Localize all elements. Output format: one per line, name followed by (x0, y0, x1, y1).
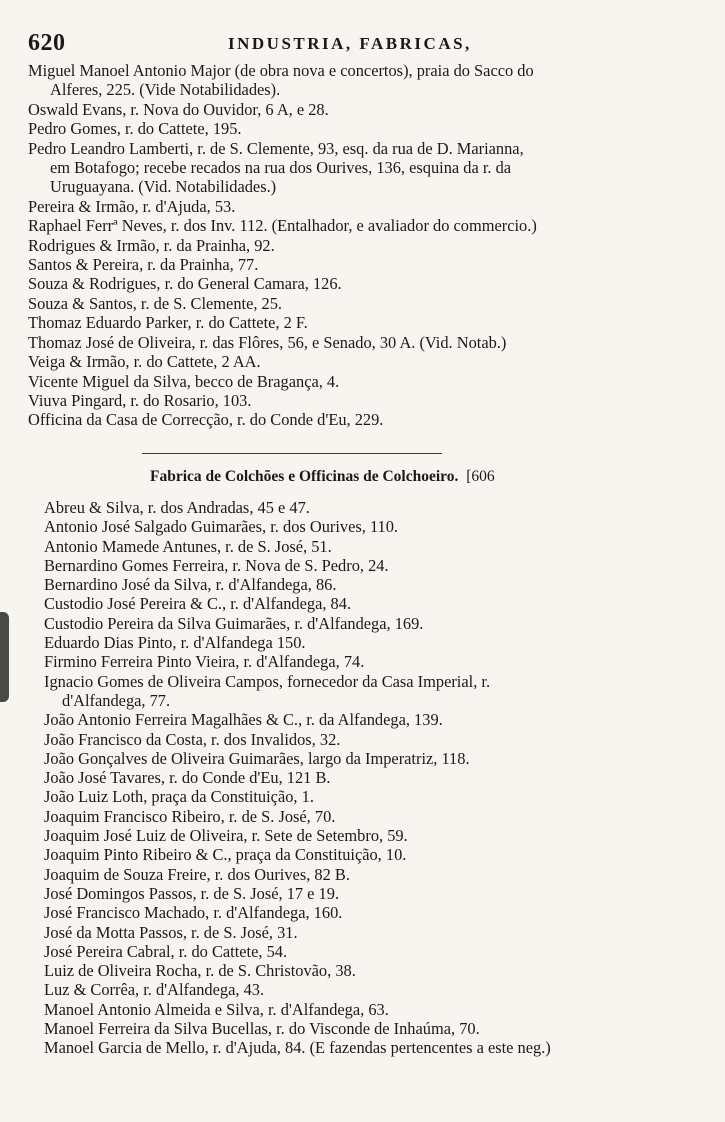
entry-line: João Gonçalves de Oliveira Guimarães, largo da Imperatriz, 118. (44, 748, 470, 768)
section-heading-title: Fabrica de Colchões e Officinas de Colchoeiro. (150, 468, 459, 485)
directory-entry (44, 768, 684, 787)
directory-entry (44, 730, 684, 749)
entry-line: Ignacio Gomes de Oliveira Campos, fornecedor da Casa Imperial, r. (44, 671, 491, 691)
entry-line: Thomaz Eduardo Parker, r. do Cattete, 2 F. (28, 313, 308, 333)
directory-entry (44, 961, 684, 980)
directory-entry (44, 556, 684, 575)
directory-entry (44, 884, 684, 903)
entry-continuation-line: Uruguayana. (Vid. Notabilidades.) (50, 177, 277, 197)
directory-entry (28, 216, 678, 235)
directory-entry (44, 537, 684, 556)
directory-entry (44, 980, 684, 999)
entry-line: Santos & Pereira, r. da Prainha, 77. (28, 255, 259, 275)
running-title: INDUSTRIA, FABRICAS, (228, 34, 472, 53)
entry-line: Manoel Garcia de Mello, r. d'Ajuda, 84. (E fazendas pertencentes a este neg.) (44, 1038, 551, 1058)
entry-line: Thomaz José de Oliveira, r. das Flôres, 56, e Senado, 30 A. (Vid. Notab.) (28, 332, 507, 352)
entry-line: Luz & Corrêa, r. d'Alfandega, 43. (44, 980, 265, 1000)
directory-entry (28, 333, 678, 352)
entry-line: Raphael Ferrª Neves, r. dos Inv. 112. (Entalhador, e avaliador do commercio.) (28, 216, 537, 236)
directory-entry (28, 61, 678, 100)
directory-entry (44, 594, 684, 613)
directory-entry (28, 236, 678, 255)
entry-continuation-line: d'Alfandega, 77. (62, 690, 171, 710)
entry-line: Custodio José Pereira & C., r. d'Alfandega, 84. (44, 594, 352, 614)
entry-line: Firmino Ferreira Pinto Vieira, r. d'Alfandega, 74. (44, 652, 365, 672)
entry-line: João Luiz Loth, praça da Constituição, 1. (44, 787, 314, 807)
directory-entry (28, 294, 678, 313)
section-divider (142, 453, 442, 454)
entry-line: José da Motta Passos, r. de S. José, 31. (44, 922, 298, 942)
entry-line: Joaquim Francisco Ribeiro, r. de S. José, 70. (44, 806, 336, 826)
entry-line: Antonio Mamede Antunes, r. de S. José, 51. (44, 536, 332, 556)
directory-entry (44, 923, 684, 942)
entry-line: João Antonio Ferreira Magalhães & C., r. da Alfandega, 139. (44, 710, 443, 730)
directory-entry (44, 498, 684, 517)
directory-entry (28, 197, 678, 216)
entry-line: Eduardo Dias Pinto, r. d'Alfandega 150. (44, 633, 306, 653)
entry-line: Luiz de Oliveira Rocha, r. de S. Christovão, 38. (44, 961, 356, 981)
entry-continuation-line: em Botafogo; recebe recados na rua dos Ourives, 136, esquina da r. da (50, 158, 512, 178)
entry-line: Bernardino José da Silva, r. d'Alfandega, 86. (44, 575, 337, 595)
directory-entry (44, 942, 684, 961)
directory-entry (28, 372, 678, 391)
entry-continuation-line: Alferes, 225. (Vide Notabilidades). (50, 80, 281, 100)
directory-entry (28, 391, 678, 410)
directory-entry (44, 1038, 684, 1057)
entry-line: João Francisco da Costa, r. dos Invalidos, 32. (44, 729, 341, 749)
directory-entry (44, 749, 684, 768)
directory-entry (44, 672, 684, 711)
directory-entry (44, 865, 684, 884)
directory-entry (28, 139, 678, 197)
entry-line: João José Tavares, r. do Conde d'Eu, 121 B. (44, 768, 331, 788)
directory-entry (44, 787, 684, 806)
section-heading (150, 468, 495, 486)
directory-entry (44, 1019, 684, 1038)
entry-line: Bernardino Gomes Ferreira, r. Nova de S. Pedro, 24. (44, 555, 389, 575)
entry-list-upholsterers (28, 61, 678, 430)
directory-entry (44, 903, 684, 922)
entry-line: Veiga & Irmão, r. do Cattete, 2 AA. (28, 352, 261, 372)
entry-line: Pedro Gomes, r. do Cattete, 195. (28, 119, 242, 139)
entry-line: Joaquim de Souza Freire, r. dos Ourives, 82 B. (44, 864, 350, 884)
directory-entry (44, 1000, 684, 1019)
directory-entry (44, 633, 684, 652)
entry-line: Miguel Manoel Antonio Major (de obra nova e concertos), praia do Sacco do (28, 61, 534, 80)
entry-line: Manoel Antonio Almeida e Silva, r. d'Alfandega, 63. (44, 999, 389, 1019)
entry-line: Joaquim José Luiz de Oliveira, r. Sete de Setembro, 59. (44, 826, 408, 846)
directory-entry (44, 826, 684, 845)
entry-line: Pereira & Irmão, r. d'Ajuda, 53. (28, 196, 236, 216)
entry-line: Souza & Santos, r. de S. Clemente, 25. (28, 293, 283, 313)
entry-line: Rodrigues & Irmão, r. da Prainha, 92. (28, 235, 275, 255)
page-header (28, 30, 688, 62)
entry-line: Custodio Pereira da Silva Guimarães, r. d'Alfandega, 169. (44, 613, 424, 633)
directory-entry (28, 352, 678, 371)
entry-line: Manoel Ferreira da Silva Bucellas, r. do Visconde de Inhaúma, 70. (44, 1019, 480, 1039)
entry-line: José Francisco Machado, r. d'Alfandega, 160. (44, 903, 343, 923)
entry-line: Joaquim Pinto Ribeiro & C., praça da Constituição, 10. (44, 845, 407, 865)
entry-line: Antonio José Salgado Guimarães, r. dos Ourives, 110. (44, 517, 399, 537)
entry-line: Abreu & Silva, r. dos Andradas, 45 e 47. (44, 498, 310, 517)
entry-line: Pedro Leandro Lamberti, r. de S. Clemente, 93, esq. da rua de D. Marianna, (28, 138, 524, 158)
entry-line: José Domingos Passos, r. de S. José, 17 e 19. (44, 883, 340, 903)
entry-list-mattress-makers (44, 498, 684, 1058)
directory-entry (28, 255, 678, 274)
directory-entry (44, 614, 684, 633)
entry-line: Viuva Pingard, r. do Rosario, 103. (28, 390, 252, 410)
directory-entry (28, 119, 678, 138)
directory-entry (28, 274, 678, 293)
directory-entry (28, 100, 678, 119)
page-edge-mark (0, 612, 9, 702)
directory-entry (44, 517, 684, 536)
entry-line: Officina da Casa de Correcção, r. do Conde d'Eu, 229. (28, 410, 384, 430)
directory-entry (44, 807, 684, 826)
entry-line: José Pereira Cabral, r. do Cattete, 54. (44, 941, 288, 961)
directory-entry (44, 575, 684, 594)
entry-line: Souza & Rodrigues, r. do General Camara, 126. (28, 274, 342, 294)
directory-entry (28, 313, 678, 332)
entry-line: Vicente Miguel da Silva, becco de Bragança, 4. (28, 371, 340, 391)
entry-line: Oswald Evans, r. Nova do Ouvidor, 6 A, e 28. (28, 99, 329, 119)
directory-entry (44, 710, 684, 729)
directory-entry (44, 652, 684, 671)
page-number: 620 (28, 30, 66, 56)
section-heading-code: [606 (466, 468, 495, 485)
directory-entry (44, 845, 684, 864)
directory-entry (28, 410, 678, 429)
